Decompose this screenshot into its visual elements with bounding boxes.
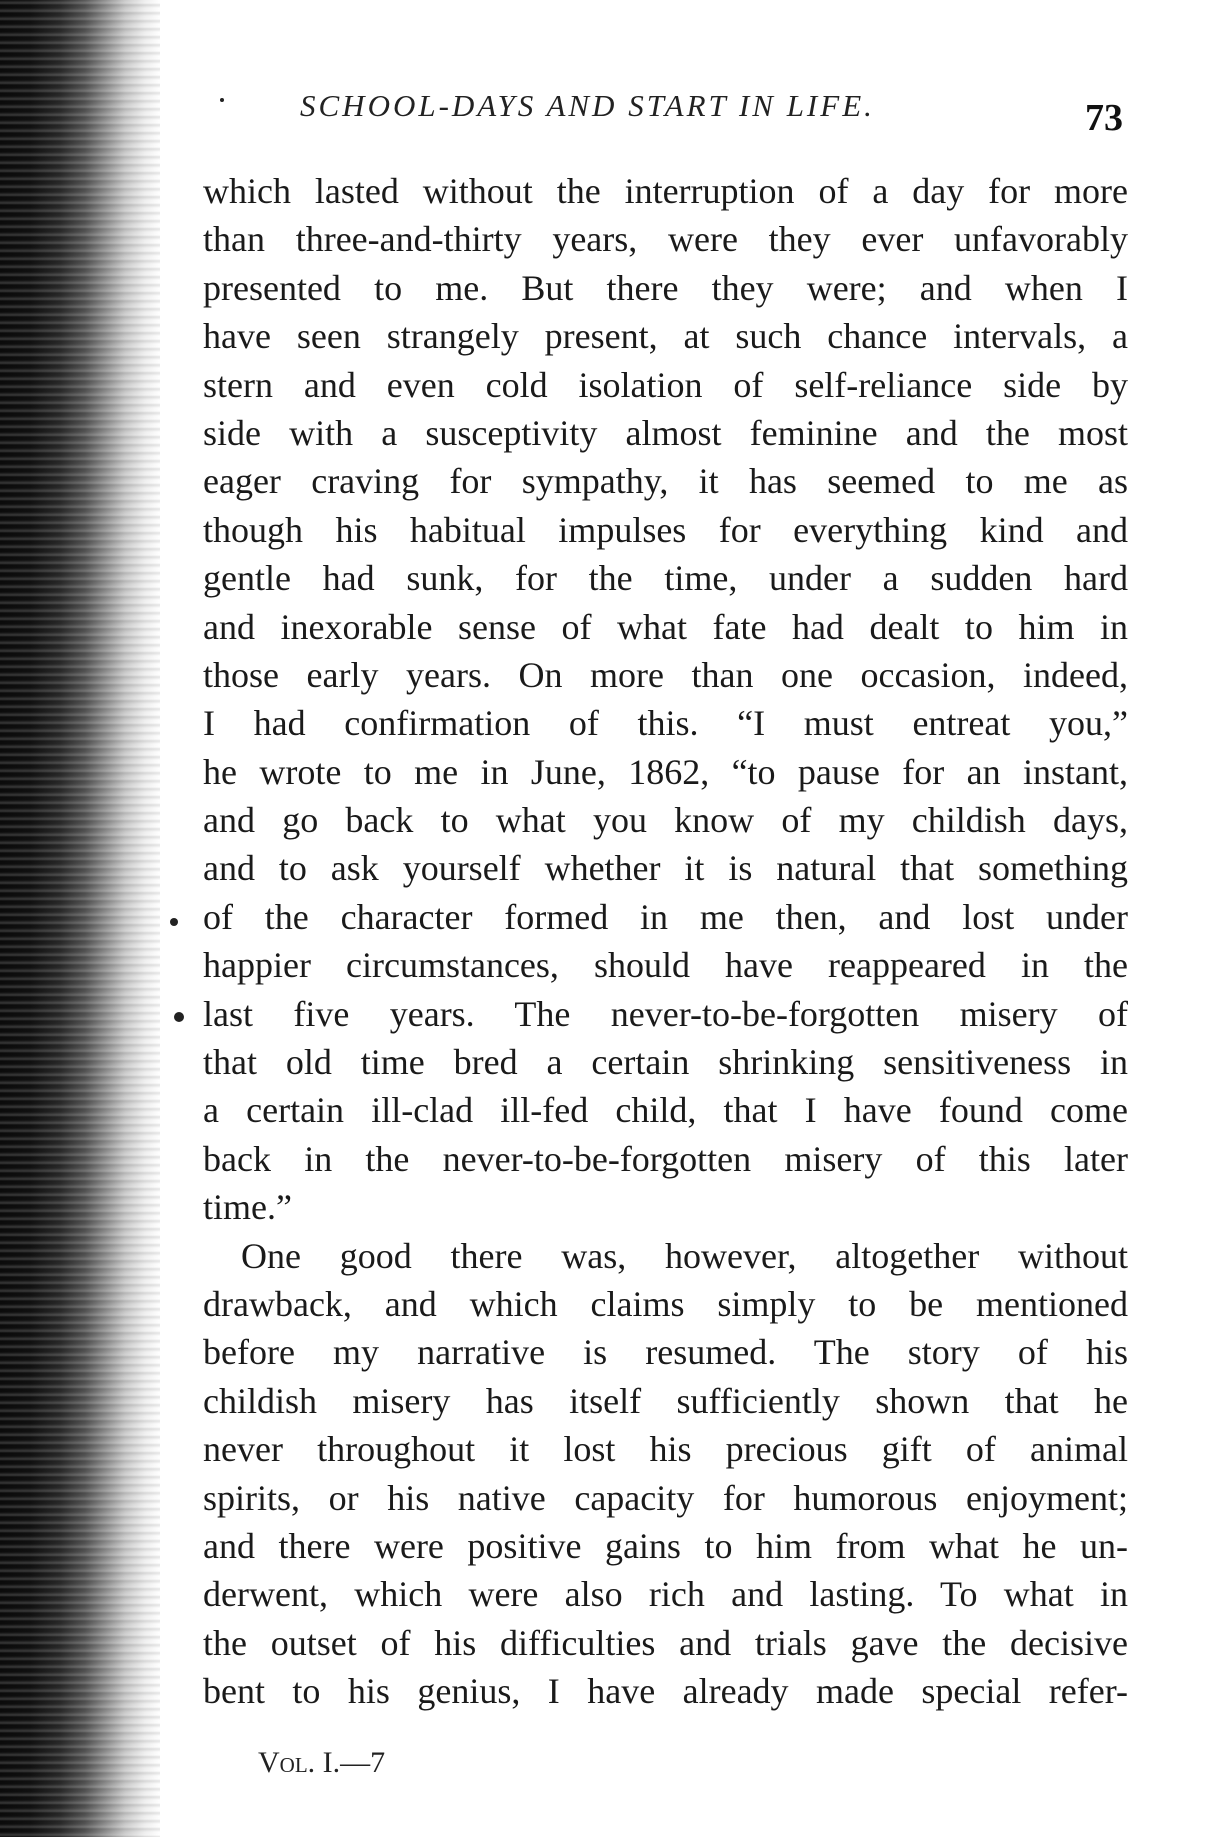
text-line: stern and even cold isolation of self-reliance side by [203, 364, 1128, 405]
text-line: and go back to what you know of my childish days, [203, 800, 1128, 841]
ink-speck [174, 1012, 184, 1022]
text-line: and inexorable sense of what fate had dealt to him in [203, 606, 1128, 647]
text-line: happier circumstances, should have reappeared in the [203, 945, 1128, 986]
signature-mark: Vol. I.—7 [258, 1746, 386, 1779]
text-line: time.” [203, 1187, 292, 1228]
text-line: the outset of his difficulties and trials gave the decisive [203, 1622, 1128, 1663]
text-line: have seen strangely present, at such chance intervals, a [203, 316, 1128, 357]
text-line: I had confirmation of this. “I must entreat you,” [203, 703, 1128, 744]
ink-speck [220, 98, 224, 102]
text-line: presented to me. But there they were; and when I [203, 267, 1128, 308]
page-number: 73 [1085, 97, 1123, 139]
text-line: those early years. On more than one occasion, indeed, [203, 654, 1128, 695]
text-line: and there were positive gains to him from what he un- [203, 1525, 1128, 1566]
text-line: a certain ill-clad ill-fed child, that I have found come [203, 1090, 1128, 1131]
text-line: eager craving for sympathy, it has seemed to me as [203, 461, 1128, 502]
text-line: derwent, which were also rich and lasting. To what in [203, 1574, 1128, 1615]
text-line: gentle had sunk, for the time, under a sudden hard [203, 558, 1128, 599]
text-line: he wrote to me in June, 1862, “to pause for an instant, [203, 751, 1128, 792]
text-line: side with a susceptivity almost feminine and the most [203, 412, 1128, 453]
text-line: that old time bred a certain shrinking sensitiveness in [203, 1042, 1128, 1083]
body-text [203, 167, 1128, 1716]
text-line: of the character formed in me then, and lost under [203, 896, 1128, 937]
text-line: before my narrative is resumed. The story of his [203, 1332, 1128, 1373]
text-line: spirits, or his native capacity for humorous enjoyment; [203, 1477, 1128, 1518]
text-line: and to ask yourself whether it is natural that something [203, 848, 1128, 889]
ink-speck [170, 918, 178, 926]
binding-shadow [0, 0, 160, 1837]
running-head: SCHOOL-DAYS AND START IN LIFE. [300, 88, 875, 123]
text-line: last five years. The never-to-be-forgotten misery of [203, 993, 1128, 1034]
text-line: which lasted without the interruption of a day for more [203, 171, 1128, 211]
text-line: never throughout it lost his precious gift of animal [203, 1429, 1128, 1470]
text-line: back in the never-to-be-forgotten misery of this later [203, 1138, 1128, 1179]
text-line: childish misery has itself sufficiently shown that he [203, 1380, 1128, 1421]
paragraph-start-line: One good there was, however, altogether without [241, 1235, 1128, 1276]
text-line: though his habitual impulses for everything kind and [203, 509, 1128, 550]
text-line: than three-and-thirty years, were they ever unfavorably [203, 219, 1128, 260]
text-line: drawback, and which claims simply to be mentioned [203, 1283, 1128, 1324]
text-line: bent to his genius, I have already made special refer- [203, 1671, 1128, 1712]
